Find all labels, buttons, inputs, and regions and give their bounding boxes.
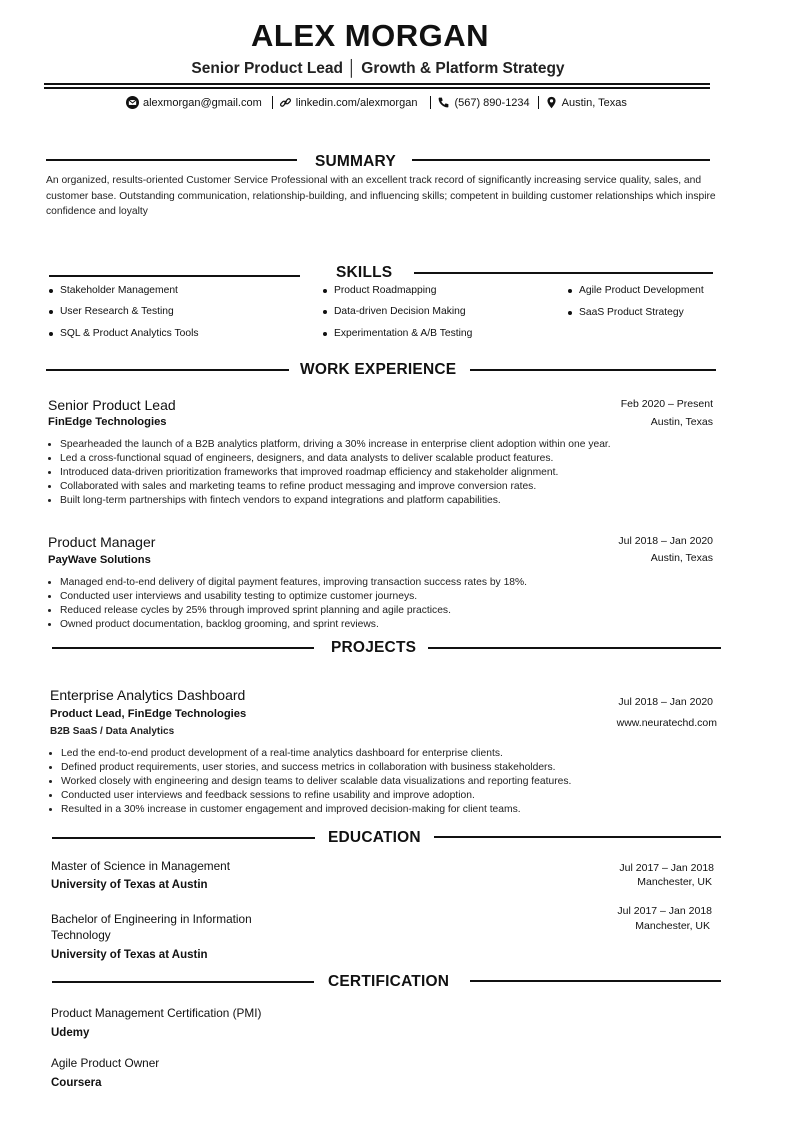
skill-label: SQL & Product Analytics Tools [60, 328, 199, 339]
list-item: • Introduced data-driven prioritization frameworks that improved roadmap efficiency and stakeholder alignment. [60, 466, 750, 480]
experience-rule-right [470, 369, 716, 371]
list-item: • Led the end-to-end product development of a real-time analytics dashboard for enterprise clients. [61, 747, 761, 761]
education-rule-right [434, 836, 721, 838]
list-item: • Collaborated with sales and marketing teams to refine product messaging and improve conversion rates. [60, 480, 750, 494]
bullet-dot-icon [49, 310, 53, 314]
skills-rule-right [414, 272, 713, 274]
summary-rule-right [412, 159, 710, 161]
contact-location-text: Austin, Texas [561, 96, 627, 109]
job-bullets [46, 576, 750, 632]
skill-item [49, 328, 199, 339]
list-item: • Built long-term partnerships with fintech vendors to expand integrations and platform capabilities. [60, 494, 750, 508]
job-company: PayWave Solutions [48, 554, 151, 566]
bullet-dot-icon [568, 311, 572, 315]
project-role: Product Lead, FinEdge Technologies [50, 708, 247, 720]
project-dates: Jul 2018 – Jan 2020 [618, 696, 713, 708]
header-rule-bottom [44, 87, 710, 89]
skill-label: SaaS Product Strategy [579, 307, 684, 318]
certification-name: Agile Product Owner [51, 1056, 160, 1070]
bullet-dot-icon [49, 332, 53, 336]
summary-text: An organized, results-oriented Customer Service Professional with an excellent track record of significantly increasing service quality, sales, and customer base. Outstanding communication, relationship-building, and influencing skills; competent in building customer relationships which inspire confidence and loyalty [46, 175, 716, 217]
location-icon [545, 96, 558, 109]
experience-rule-left [46, 369, 289, 371]
education-location: Manchester, UK [635, 920, 710, 932]
summary-rule-left [46, 159, 297, 161]
skills-rule-left [49, 275, 300, 277]
certification-issuer: Coursera [51, 1077, 102, 1089]
list-item: • Resulted in a 30% increase in customer engagement and improved decision-making for client teams. [61, 803, 761, 817]
education-degree: Master of Science in Management [51, 859, 231, 873]
bullet-dot-icon [323, 289, 327, 293]
contact-phone[interactable] [437, 96, 529, 109]
list-item: • Conducted user interviews and feedback sessions to refine usability and improve adoption. [61, 789, 761, 803]
job-title: Senior Product Lead [48, 397, 176, 413]
project-url[interactable]: www.neuratechd.com [616, 717, 717, 729]
project-bullets [47, 747, 761, 817]
job-location: Austin, Texas [650, 416, 713, 428]
education-school: University of Texas at Austin [51, 879, 208, 891]
skills-heading: SKILLS [336, 264, 393, 281]
list-item: • Owned product documentation, backlog grooming, and sprint reviews. [60, 618, 750, 632]
education-degree: Bachelor of Engineering in Information Technology [51, 912, 252, 942]
education-school: University of Texas at Austin [51, 949, 208, 961]
list-item: • Led a cross-functional squad of engineers, designers, and data analysts to deliver scalable product features. [60, 452, 750, 466]
list-item: • Managed end-to-end delivery of digital payment features, improving transaction success rates by 18%. [60, 576, 750, 590]
skill-item [49, 306, 174, 317]
bullet-dot-icon [568, 289, 572, 293]
certification-heading: CERTIFICATION [328, 973, 450, 990]
skill-item [323, 306, 466, 317]
job-company: FinEdge Technologies [48, 416, 167, 428]
contact-phone-text: (567) 890-1234 [454, 96, 530, 109]
contact-separator [272, 96, 273, 109]
job-dates: Jul 2018 – Jan 2020 [618, 535, 713, 547]
contact-separator [538, 96, 539, 109]
contact-bar [126, 96, 627, 109]
education-location: Manchester, UK [637, 876, 712, 888]
skill-label: User Research & Testing [60, 306, 174, 317]
skill-item [49, 285, 178, 296]
candidate-name: ALEX MORGAN [251, 18, 489, 53]
contact-linkedin[interactable] [279, 96, 418, 109]
phone-icon [437, 96, 450, 109]
email-icon [126, 96, 139, 109]
education-rule-left [52, 837, 315, 839]
projects-rule-left [52, 647, 314, 649]
list-item: • Reduced release cycles by 25% through improved sprint planning and agile practices. [60, 604, 750, 618]
certification-rule-right [470, 980, 721, 982]
skill-label: Experimentation & A/B Testing [334, 328, 473, 339]
skill-label: Data-driven Decision Making [334, 306, 466, 317]
projects-heading: PROJECTS [331, 639, 417, 656]
skill-item [568, 307, 684, 318]
job-bullets [46, 438, 750, 508]
bullet-dot-icon [323, 310, 327, 314]
bullet-dot-icon [323, 332, 327, 336]
project-title: Enterprise Analytics Dashboard [50, 687, 246, 703]
education-dates: Jul 2017 – Jan 2018 [619, 862, 714, 874]
list-item: • Defined product requirements, user stories, and success metrics in collaboration with business stakeholders. [61, 761, 761, 775]
skill-item [568, 285, 704, 296]
education-dates: Jul 2017 – Jan 2018 [617, 905, 712, 917]
skill-label: Stakeholder Management [60, 285, 178, 296]
skill-item [323, 285, 436, 296]
skill-label: Agile Product Development [579, 285, 704, 296]
job-location: Austin, Texas [650, 552, 713, 564]
skill-item [323, 328, 472, 339]
education-heading: EDUCATION [328, 829, 421, 846]
contact-email-text: alexmorgan@gmail.com [143, 96, 262, 109]
summary-heading: SUMMARY [315, 153, 396, 170]
contact-email[interactable] [126, 96, 262, 109]
job-dates: Feb 2020 – Present [620, 398, 713, 410]
projects-rule-right [428, 647, 721, 649]
bullet-dot-icon [49, 289, 53, 293]
certification-name: Product Management Certification (PMI) [51, 1006, 262, 1020]
header-rule-top [44, 83, 710, 85]
contact-separator [430, 96, 431, 109]
experience-heading: WORK EXPERIENCE [300, 361, 457, 378]
contact-linkedin-text: linkedin.com/alexmorgan [295, 96, 418, 109]
skill-label: Product Roadmapping [334, 285, 437, 296]
list-item: • Spearheaded the launch of a B2B analytics platform, driving a 30% increase in enterprise client adoption within one year. [60, 438, 750, 452]
list-item: • Worked closely with engineering and design teams to deliver scalable data visualizations and reporting features. [61, 775, 761, 789]
project-tag: B2B SaaS / Data Analytics [50, 726, 175, 737]
list-item: • Conducted user interviews and usability testing to optimize customer journeys. [60, 590, 750, 604]
certification-issuer: Udemy [51, 1027, 90, 1039]
candidate-headline: Senior Product Lead │ Growth & Platform Strategy [191, 60, 565, 77]
job-title: Product Manager [48, 534, 156, 550]
link-icon [279, 96, 292, 109]
certification-rule-left [52, 981, 314, 983]
contact-location [545, 96, 627, 109]
